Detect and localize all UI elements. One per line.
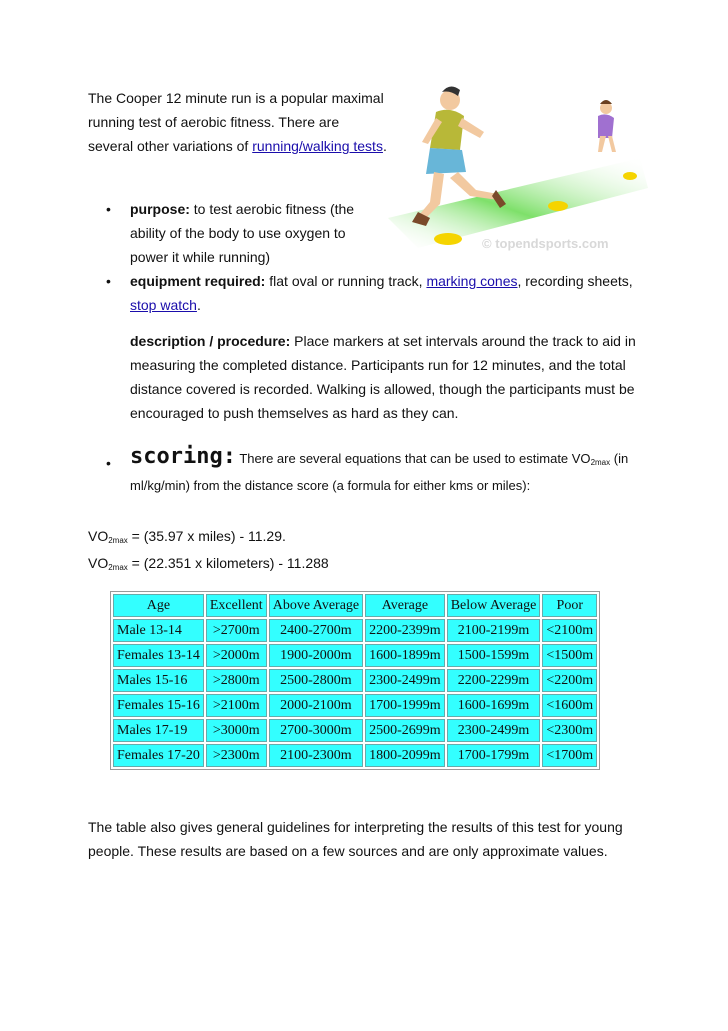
table-cell: >2700m — [206, 619, 267, 642]
table-cell: <2100m — [542, 619, 597, 642]
norms-table-wrapper — [110, 591, 600, 770]
table-row — [113, 644, 597, 667]
table-cell: 1600-1899m — [365, 644, 445, 667]
purpose-text: to test aerobic fitness (the ability of the body to use oxygen to power it while running) — [130, 201, 355, 265]
header-below-average: Below Average — [447, 594, 541, 617]
table-row — [113, 694, 597, 717]
table-cell: 1700-1999m — [365, 694, 445, 717]
description-text: Place markers at set intervals around the track to aid in measuring the completed distance. Participants run for 12 minutes, and the total distance covered is recorded. Walking is allowed, though the participants must be encouraged to push themselves as hard as they can. — [130, 333, 636, 421]
table-row — [113, 619, 597, 642]
watermark: © topendsports.com — [482, 236, 609, 251]
table-cell: Females 15-16 — [113, 694, 204, 717]
table-cell: <2200m — [542, 669, 597, 692]
table-cell: 2400-2700m — [269, 619, 363, 642]
header-above-average: Above Average — [269, 594, 363, 617]
formula-expression: = (35.97 x miles) - 11.29. — [127, 528, 286, 544]
formula-vo: VO — [88, 528, 109, 544]
stop-watch-link[interactable]: stop watch — [130, 297, 197, 313]
formula-subscript: 2max — [108, 536, 128, 545]
equipment-text-1: flat oval or running track, — [265, 273, 427, 289]
table-cell: 2300-2499m — [447, 719, 541, 742]
table-row — [113, 669, 597, 692]
runner-icon — [598, 100, 616, 152]
table-cell: <1600m — [542, 694, 597, 717]
header-excellent: Excellent — [206, 594, 267, 617]
table-cell: >2300m — [206, 744, 267, 767]
scoring-text-2: (in ml/kg/min) from the distance score (a formula for either kms or miles): — [130, 451, 629, 493]
bullet-dot-icon: • — [106, 201, 111, 217]
formula-vo: VO — [88, 555, 109, 571]
table-cell: >2100m — [206, 694, 267, 717]
description-block — [88, 329, 648, 425]
formula-miles — [88, 524, 329, 551]
formula-kilometers — [88, 551, 329, 578]
formula-subscript: 2max — [108, 563, 128, 572]
table-cell: 1900-2000m — [269, 644, 363, 667]
equipment-text-2: , recording sheets, — [517, 273, 633, 289]
table-cell: <1700m — [542, 744, 597, 767]
table-cell: 2200-2299m — [447, 669, 541, 692]
header-poor: Poor — [542, 594, 597, 617]
norms-table — [110, 591, 600, 770]
table-cell: >3000m — [206, 719, 267, 742]
table-cell: Male 13-14 — [113, 619, 204, 642]
table-row — [113, 719, 597, 742]
test-details-list — [88, 197, 648, 498]
outro-paragraph: The table also gives general guidelines for interpreting the results of this test for young people. These results are based on a few sources and are only approximate values. — [88, 819, 623, 859]
table-cell: <1500m — [542, 644, 597, 667]
table-cell: 1600-1699m — [447, 694, 541, 717]
table-cell: >2800m — [206, 669, 267, 692]
intro-text: The Cooper 12 minute run is a popular maximal running test of aerobic fitness. There are several other variations of — [88, 90, 384, 154]
header-average: Average — [365, 594, 445, 617]
formula-expression: = (22.351 x kilometers) - 11.288 — [127, 555, 329, 571]
scoring-subscript: 2max — [590, 458, 611, 467]
table-cell: Females 17-20 — [113, 744, 204, 767]
table-cell: 2100-2199m — [447, 619, 541, 642]
table-cell: Males 17-19 — [113, 719, 204, 742]
scoring-item — [88, 445, 648, 498]
cone-icon — [623, 172, 637, 180]
table-cell: 2100-2300m — [269, 744, 363, 767]
table-cell: 2000-2100m — [269, 694, 363, 717]
table-cell: 2200-2399m — [365, 619, 445, 642]
equipment-text-3: . — [196, 297, 201, 313]
table-cell: <2300m — [542, 719, 597, 742]
marking-cones-link[interactable]: marking cones — [426, 273, 518, 289]
bullet-dot-icon: • — [106, 273, 111, 289]
table-row — [113, 744, 597, 767]
table-cell: 2500-2800m — [269, 669, 363, 692]
table-cell: 2500-2699m — [365, 719, 445, 742]
table-cell: Females 13-14 — [113, 644, 204, 667]
table-cell: 1800-2099m — [365, 744, 445, 767]
table-cell: >2000m — [206, 644, 267, 667]
header-age: Age — [113, 594, 204, 617]
bullet-dot-icon: • — [106, 455, 111, 471]
intro-after: . — [382, 138, 387, 154]
table-header-row — [113, 594, 597, 617]
table-cell: Males 15-16 — [113, 669, 204, 692]
formulas — [88, 524, 329, 578]
equipment-item — [88, 269, 648, 317]
intro-paragraph — [88, 86, 388, 158]
running-walking-tests-link[interactable]: running/walking tests — [252, 138, 383, 154]
scoring-label: scoring: — [130, 444, 236, 469]
table-cell: 1700-1799m — [447, 744, 541, 767]
table-cell: 1500-1599m — [447, 644, 541, 667]
purpose-label: purpose: — [130, 201, 190, 217]
scoring-text-1: There are several equations that can be used to estimate VO — [235, 451, 591, 466]
purpose-item — [88, 197, 375, 269]
table-cell: 2300-2499m — [365, 669, 445, 692]
table-cell: 2700-3000m — [269, 719, 363, 742]
description-label: description / procedure: — [130, 333, 291, 349]
equipment-label: equipment required: — [130, 273, 266, 289]
